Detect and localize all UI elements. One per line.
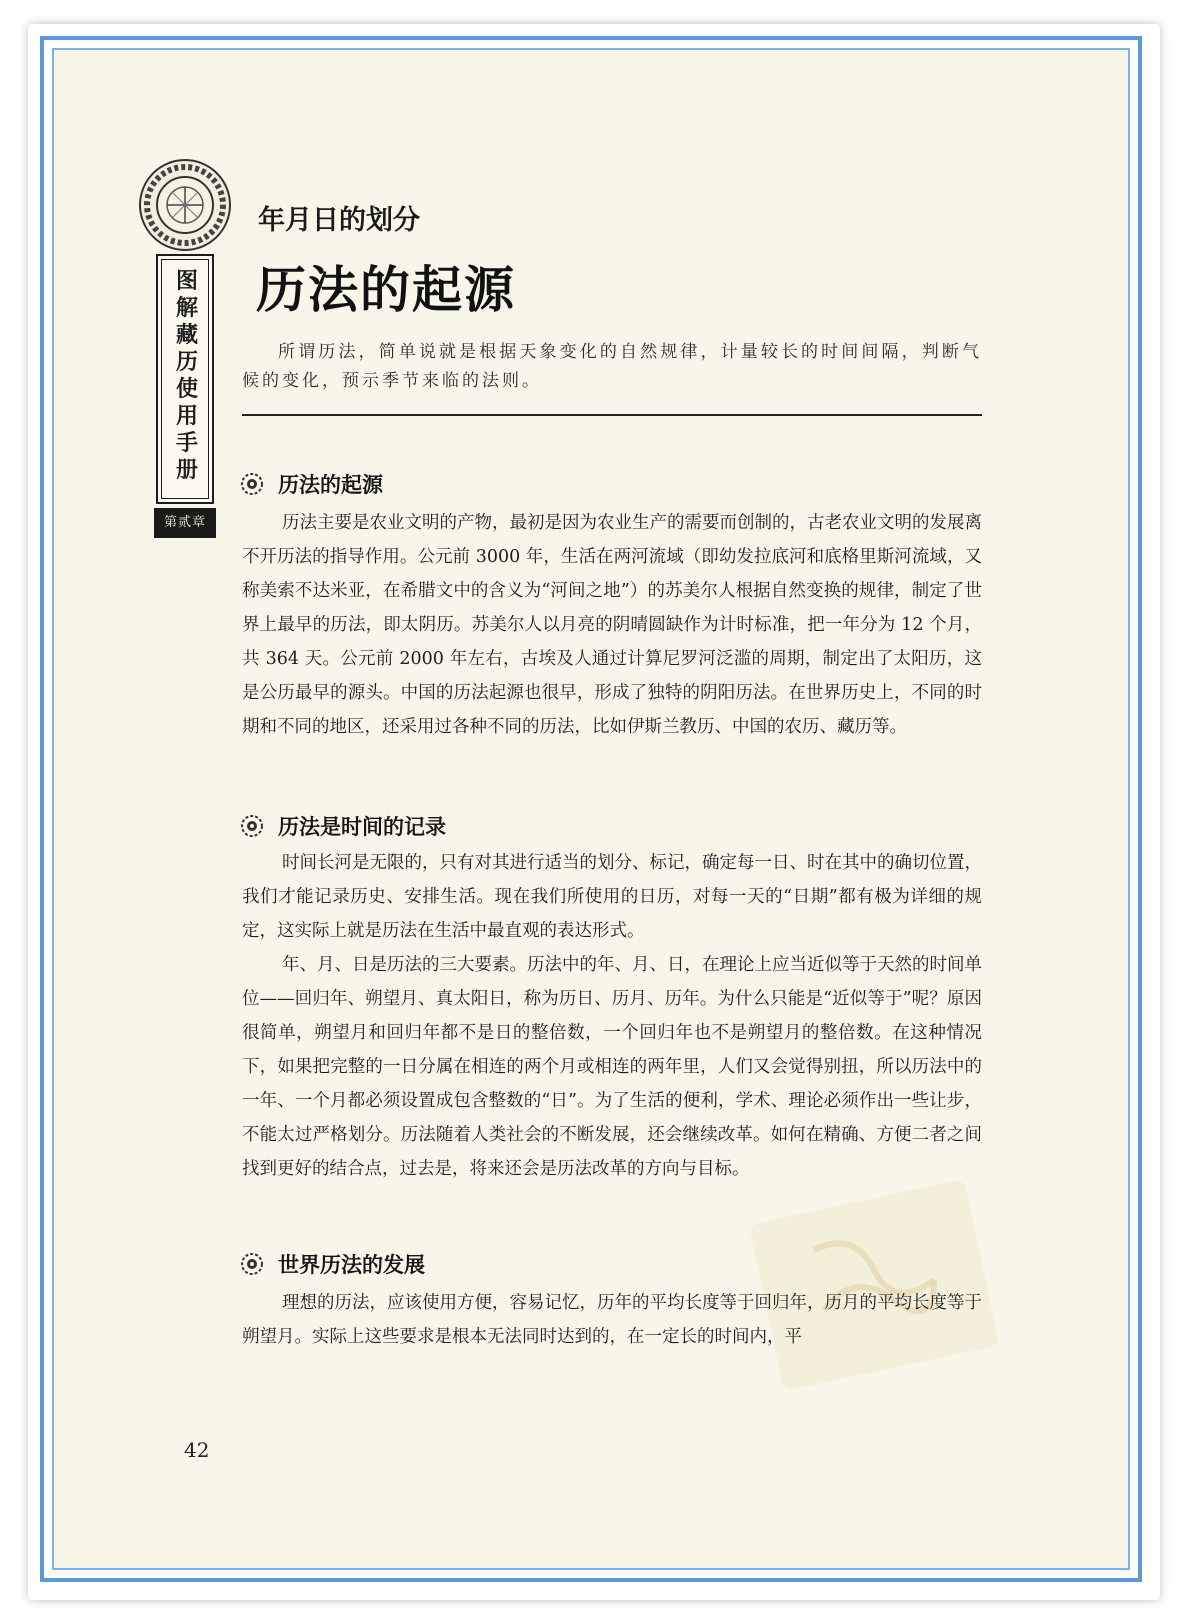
side-tab-label: 图解藏历使用手册 xyxy=(175,268,198,483)
side-tab xyxy=(156,254,214,504)
section-body-2 xyxy=(242,846,982,1186)
chapter-badge: 第贰章 xyxy=(154,508,216,538)
section-title: 历法是时间的记录 xyxy=(278,815,446,839)
flower-bullet-icon xyxy=(240,472,264,496)
intro-paragraph: 所谓历法，简单说就是根据天象变化的自然规律，计量较长的时间间隔，判断气候的变化，预示季节来临的法则。 xyxy=(242,342,982,391)
section-body-3 xyxy=(242,1286,982,1354)
paragraph: 年、月、日是历法的三大要素。历法中的年、月、日，在理论上应当近似等于天然的时间单位——回归年、朔望月、真太阳日，称为历日、历月、历年。为什么只能是“近似等于”呢？原因很简单，朔望月和回归年都不是日的整倍数，一个回归年也不是朔望月的整倍数。在这种情况下，如果把完整的一日分属在相连的两个月或相连的两年里，人们又会觉得别扭，所以历法中的一年、一个月都必须设置成包含整数的“日”。为了生活的便利，学术、理论必须作出一些让步，不能太过严格划分。历法随着人类社会的不断发展，还会继续改革。如何在精确、方便二者之间找到更好的结合点，过去是，将来还会是历法改革的方向与目标。 xyxy=(242,955,982,1179)
faint-stamp-icon xyxy=(744,1180,1004,1390)
section-kicker: 年月日的划分 xyxy=(258,205,420,236)
page-title: 历法的起源 xyxy=(256,261,516,319)
divider xyxy=(242,414,982,416)
page-frame xyxy=(40,36,1142,1582)
paragraph: 历法主要是农业文明的产物，最初是因为农业生产的需要而创制的，古老农业文明的发展离不开历法的指导作用。公元前 3000 年，生活在两河流域（即幼发拉底河和底格里斯河流域，又称美索不达米亚，在希腊文中的含义为“河间之地”）的苏美尔人根据自然变换的规律，制定了世界上最早的历法，即太阴历。苏美尔人以月亮的阴晴圆缺作为计时标准，把一年分为 12 个月，共 364 天。公元前 2000 年左右，古埃及人通过计算尼罗河泛滥的周期，制定出了太阳历，这是公历最早的源头。中国的历法起源也很早，形成了独特的阴阳历法。在世界历史上，不同的时期和不同的地区，还采用过各种不同的历法，比如伊斯兰教历、中国的农历、藏历等。 xyxy=(242,513,982,737)
section-heading-3 xyxy=(240,1248,425,1280)
section-heading-2 xyxy=(240,810,446,842)
section-body-1 xyxy=(242,506,982,744)
section-heading-1 xyxy=(240,468,383,500)
ornament-seal-icon xyxy=(138,158,232,252)
paragraph: 时间长河是无限的，只有对其进行适当的划分、标记，确定每一日、时在其中的确切位置，我们才能记录历史、安排生活。现在我们所使用的日历，对每一天的“日期”都有极为详细的规定，这实际上就是历法在生活中最直观的表达形式。 xyxy=(242,853,982,941)
page-paper xyxy=(52,48,1130,1570)
section-title: 世界历法的发展 xyxy=(278,1253,425,1277)
page-number: 42 xyxy=(184,1438,210,1462)
section-title: 历法的起源 xyxy=(278,473,383,497)
flower-bullet-icon xyxy=(240,1252,264,1276)
paragraph: 理想的历法，应该使用方便，容易记忆，历年的平均长度等于回归年，历月的平均长度等于朔望月。实际上这些要求是根本无法同时达到的，在一定长的时间内，平 xyxy=(242,1293,982,1347)
flower-bullet-icon xyxy=(240,814,264,838)
